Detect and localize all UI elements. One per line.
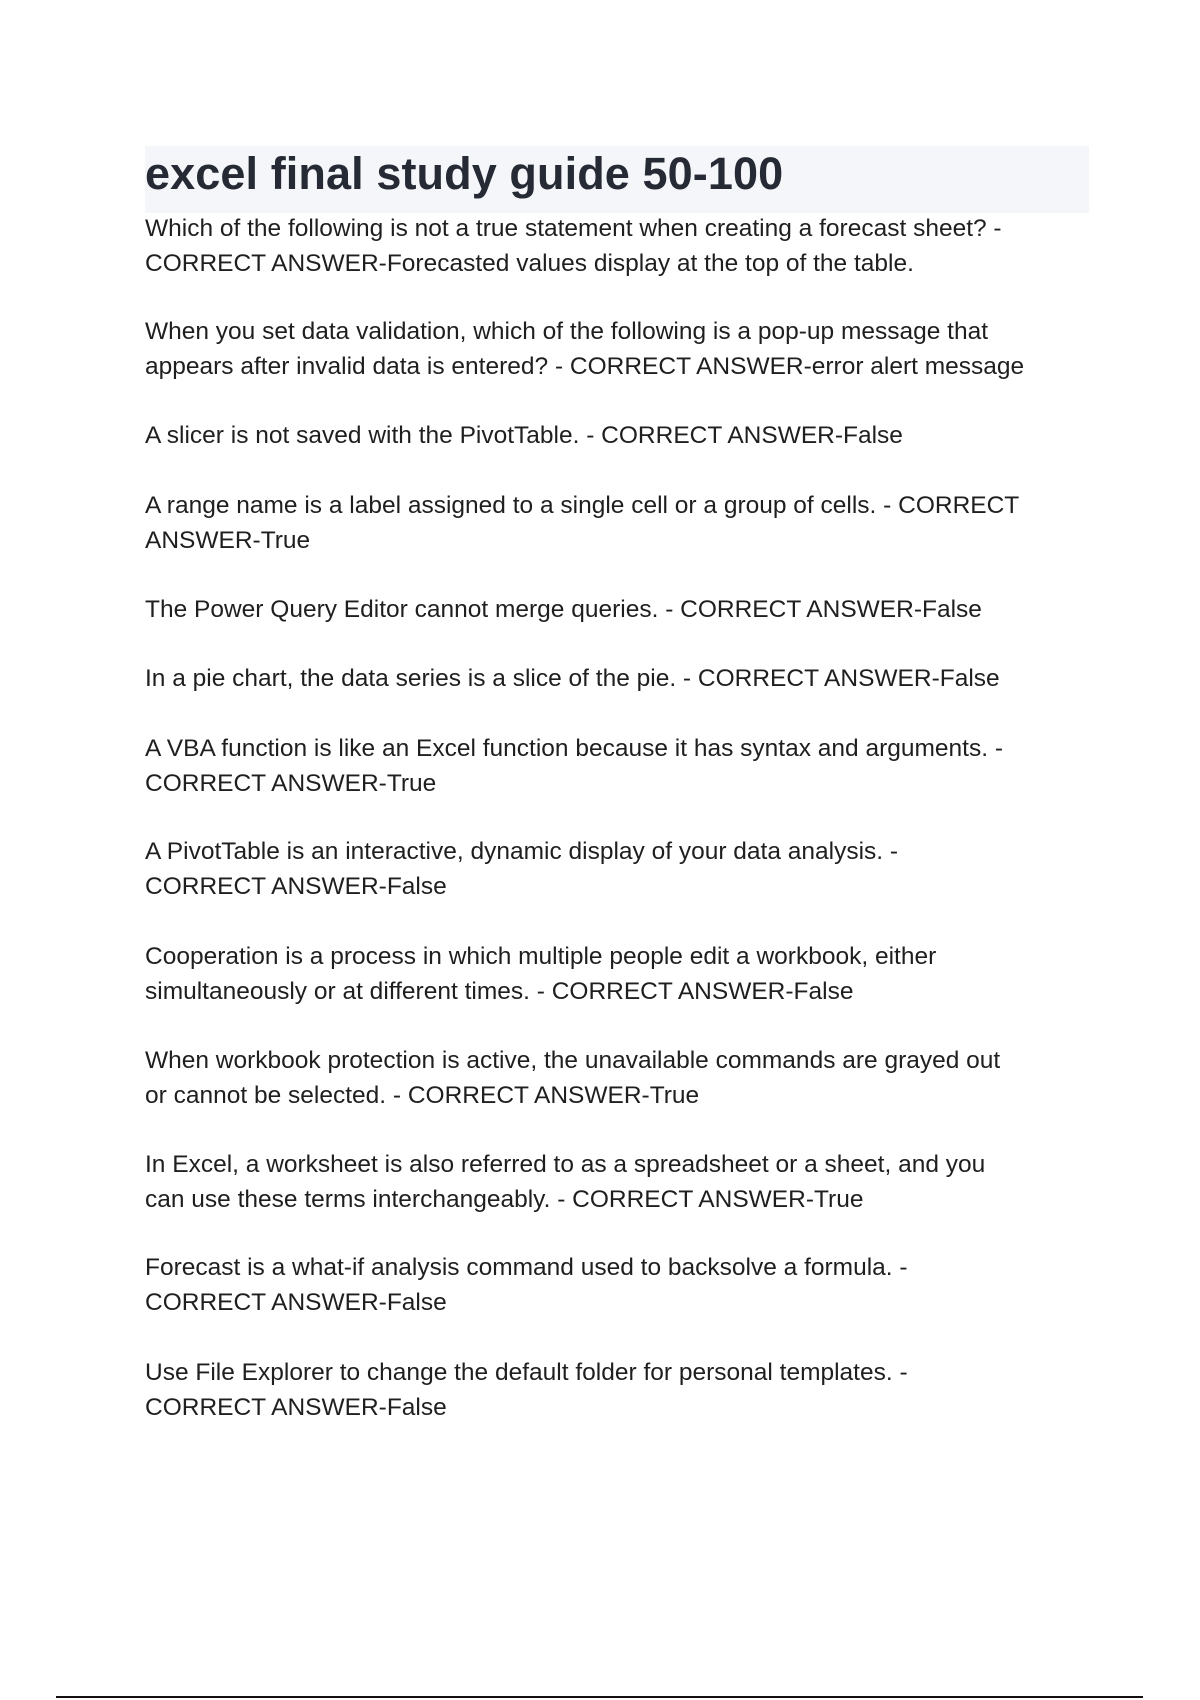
qa-item-10: When workbook protection is active, the unavailable commands are grayed out or cannot be selected. - CORRECT ANSWER-True bbox=[145, 1047, 1001, 1109]
footer-divider bbox=[56, 1696, 1143, 1698]
qa-item-7: A VBA function is like an Excel function because it has syntax and arguments. - CORRECT ANSWER-True bbox=[145, 735, 1003, 797]
qa-item-11: In Excel, a worksheet is also referred to as a spreadsheet or a sheet, and you can use these terms interchangeably. - CORRECT ANSWER-True bbox=[145, 1151, 986, 1213]
qa-item-8: A PivotTable is an interactive, dynamic display of your data analysis. - CORRECT ANSWER-False bbox=[145, 838, 899, 900]
qa-item-5: The Power Query Editor cannot merge queries. - CORRECT ANSWER-False bbox=[145, 596, 982, 623]
qa-item-12: Forecast is a what-if analysis command used to backsolve a formula. - CORRECT ANSWER-False bbox=[145, 1254, 908, 1316]
qa-item-9: Cooperation is a process in which multiple people edit a workbook, either simultaneously or at different times. - CORRECT ANSWER-False bbox=[145, 943, 937, 1005]
qa-item-6: In a pie chart, the data series is a slice of the pie. - CORRECT ANSWER-False bbox=[145, 665, 1000, 692]
document-title: excel final study guide 50-100 bbox=[145, 148, 784, 199]
qa-item-2: When you set data validation, which of the following is a pop-up message that appears after invalid data is entered? - CORRECT ANSWER-error alert message bbox=[145, 318, 1025, 380]
qa-item-4: A range name is a label assigned to a single cell or a group of cells. - CORRECT ANSWER-True bbox=[145, 492, 1020, 554]
qa-item-13: Use File Explorer to change the default folder for personal templates. - CORRECT ANSWER-False bbox=[145, 1359, 908, 1421]
qa-item-1: Which of the following is not a true statement when creating a forecast sheet? - CORRECT ANSWER-Forecasted values display at the top of the table. bbox=[145, 215, 1002, 277]
qa-item-3: A slicer is not saved with the PivotTable. - CORRECT ANSWER-False bbox=[145, 422, 903, 449]
